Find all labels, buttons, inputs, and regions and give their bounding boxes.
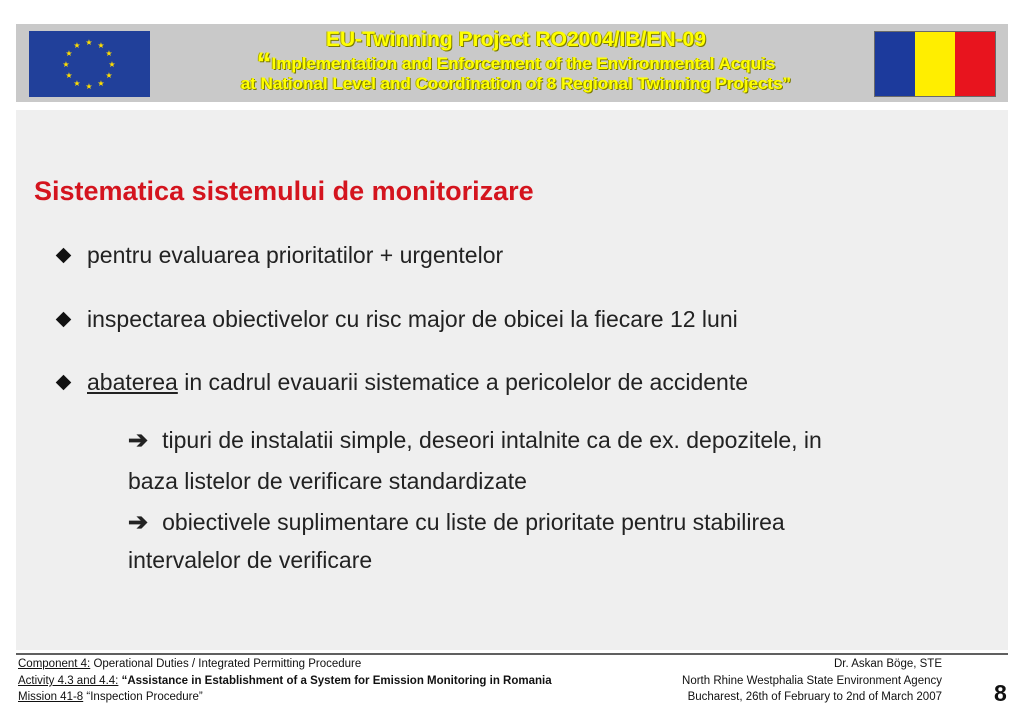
subtitle-line1: Implementation and Enforcement of the Environmental Acquis xyxy=(271,54,776,73)
bullet-item xyxy=(58,306,738,333)
svg-text:★: ★ xyxy=(105,71,113,80)
svg-text:★: ★ xyxy=(85,38,93,47)
footer-mission xyxy=(18,691,203,703)
mission-text: “Inspection Procedure” xyxy=(83,691,203,703)
sub-bullet xyxy=(128,426,822,455)
slide-title: Sistematica sistemului de monitorizare xyxy=(34,176,534,206)
sub-bullet-continuation: intervalelor de verificare xyxy=(128,547,373,573)
project-subtitle xyxy=(166,47,866,80)
activity-text: “Assistance in Establishment of a System for Emission Monitoring in Romania xyxy=(118,675,552,687)
bullet-text: in cadrul evauarii sistematice a pericolelor de accidente xyxy=(177,369,748,395)
diamond-bullet-icon xyxy=(56,248,72,264)
svg-text:★: ★ xyxy=(105,49,113,58)
svg-text:★: ★ xyxy=(97,41,105,50)
activity-label: Activity 4.3 and 4.4: xyxy=(18,675,119,687)
component-text: Operational Duties / Integrated Permitting Procedure xyxy=(90,658,362,670)
project-subtitle-line2: at National Level and Coordination of 8 Regional Twinning Projects” xyxy=(240,74,792,93)
bullet-text: inspectarea obiectivelor cu risc major de obicei la fiecare 12 luni xyxy=(87,306,738,332)
sub-bullet xyxy=(128,508,785,537)
svg-text:★: ★ xyxy=(62,60,70,69)
footer-agency: North Rhine Westphalia State Environment Agency xyxy=(682,675,942,687)
svg-text:★: ★ xyxy=(85,82,93,91)
footer-divider xyxy=(16,653,1008,655)
svg-text:★: ★ xyxy=(108,60,116,69)
eu-flag-icon xyxy=(29,31,150,97)
svg-text:★: ★ xyxy=(65,49,73,58)
slide-content xyxy=(16,110,1008,650)
project-title: EU-Twinning Project RO2004/IB/EN-09 xyxy=(325,28,707,51)
svg-text:★: ★ xyxy=(65,71,73,80)
svg-text:★: ★ xyxy=(73,41,81,50)
diamond-bullet-icon xyxy=(56,375,72,391)
svg-text:★: ★ xyxy=(97,79,105,88)
arrow-right-icon: ➔ xyxy=(128,427,149,454)
sub-bullet-text: obiectivele suplimentare cu liste de prioritate pentru stabilirea xyxy=(162,509,785,535)
bullet-item xyxy=(58,369,748,396)
header-banner xyxy=(16,24,1008,102)
bullet-item xyxy=(58,242,503,269)
mission-label: Mission 41-8 xyxy=(18,691,84,703)
underlined-term: abaterea xyxy=(87,369,178,395)
component-label: Component 4: xyxy=(18,658,91,670)
sub-bullet-text: tipuri de instalatii simple, deseori intalnite ca de ex. depozitele, in xyxy=(162,427,822,453)
bullet-text: pentru evaluarea prioritatilor + urgentelor xyxy=(87,242,504,268)
footer-component xyxy=(18,658,361,670)
footer-date: Bucharest, 26th of February to 2nd of March 2007 xyxy=(687,691,942,703)
page-number: 8 xyxy=(994,680,1007,706)
svg-text:★: ★ xyxy=(73,79,81,88)
arrow-right-icon: ➔ xyxy=(128,509,149,536)
sub-bullet-continuation: baza listelor de verificare standardizate xyxy=(128,468,527,494)
diamond-bullet-icon xyxy=(56,312,72,328)
romania-flag-icon xyxy=(874,31,996,97)
footer-author: Dr. Askan Böge, STE xyxy=(833,658,942,670)
open-quote: “ xyxy=(256,47,272,80)
footer-activity xyxy=(18,675,552,687)
